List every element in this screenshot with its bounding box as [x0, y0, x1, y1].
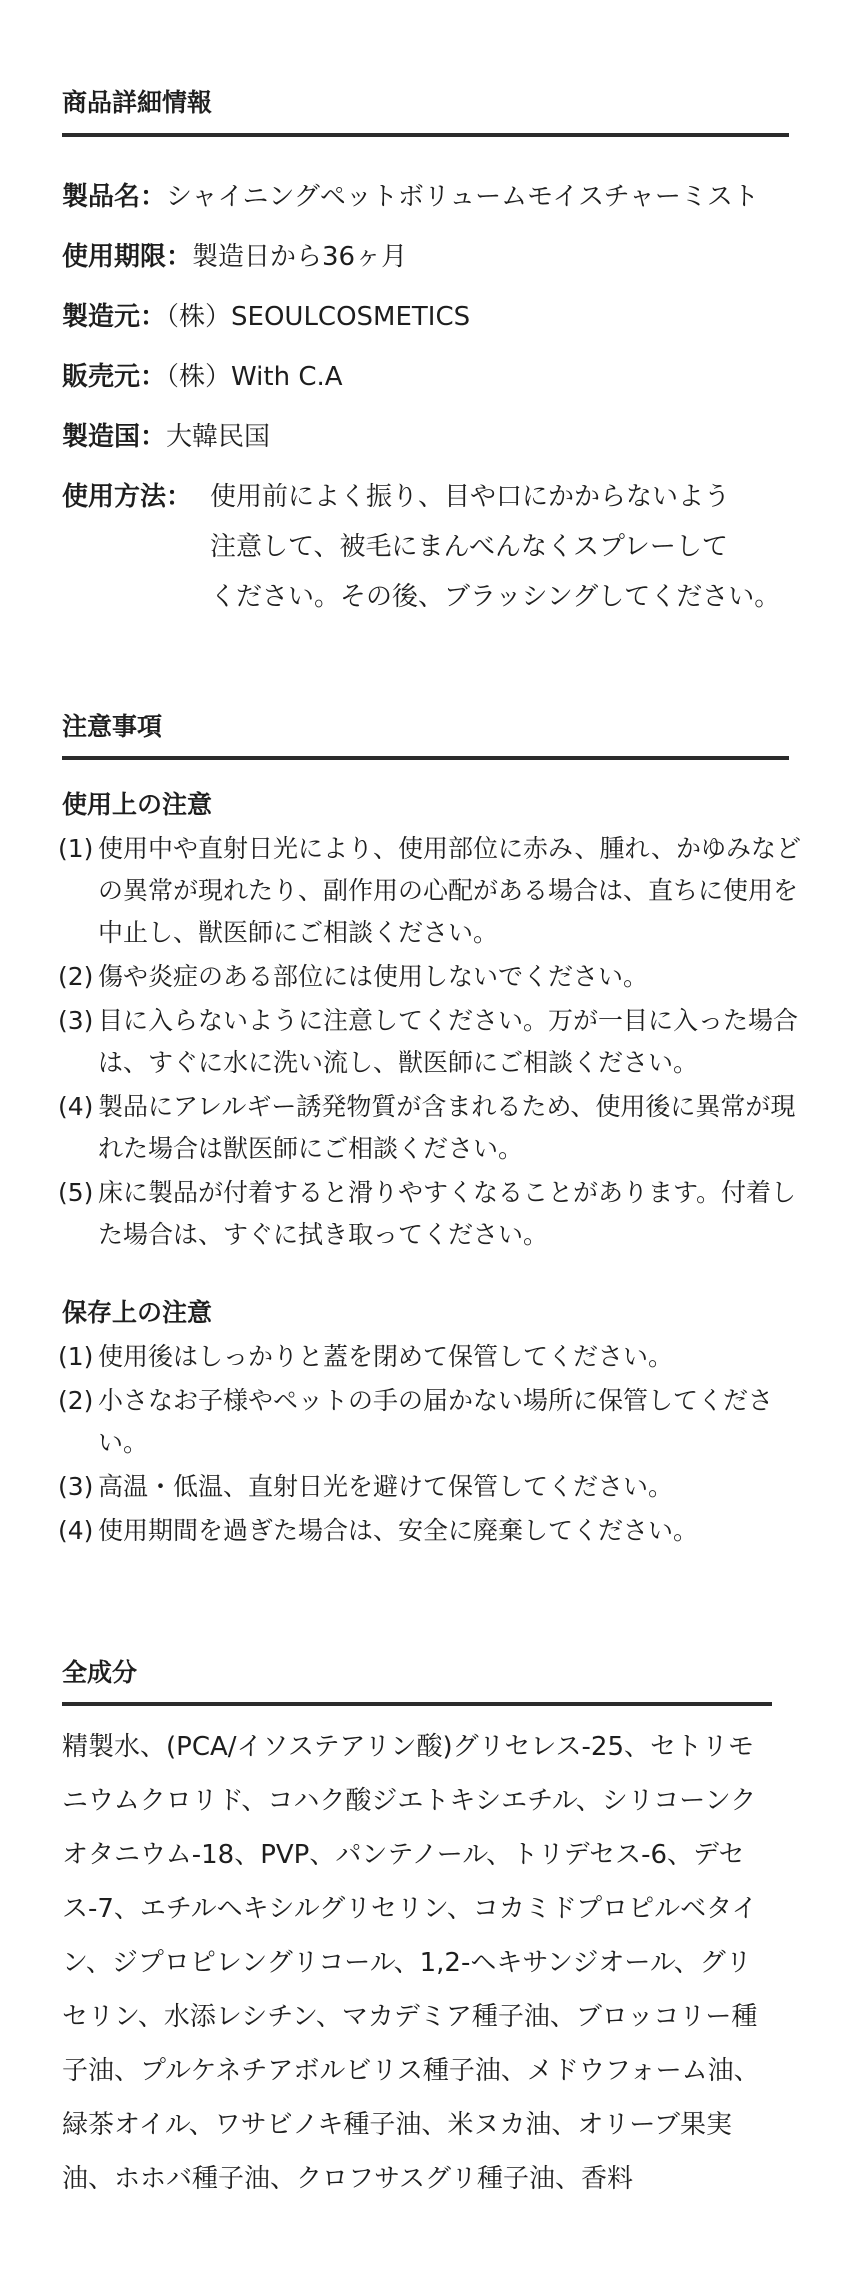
detail-value: 製造日から36ヶ月: [192, 242, 408, 272]
detail-value: シャイニングペットボリュームモイスチャーミスト: [166, 182, 759, 212]
detail-row-country: [62, 412, 270, 462]
detail-label: 製品名：: [62, 182, 167, 212]
item-text: 小さなお子様やペットの手の届かない場所に保管してください。: [98, 1386, 774, 1457]
detail-row-product-name: [62, 172, 759, 222]
details-title: 商品詳細情報: [62, 88, 213, 117]
detail-row-expiry: [62, 232, 407, 282]
item-number: (1): [58, 1342, 94, 1371]
item-text: 傷や炎症のある部位には使用しないでください。: [98, 962, 649, 991]
list-item: [58, 956, 818, 998]
list-item: [58, 1466, 818, 1508]
detail-row-usage: [62, 472, 780, 622]
item-text: 床に製品が付着すると滑りやすくなることがあります。付着した場合は、すぐに拭き取ってください。: [98, 1178, 797, 1249]
item-text: 使用中や直射日光により、使用部位に赤み、腫れ、かゆみなどの異常が現れたり、副作用の心配がある場合は、直ちに使用を中止し、獣医師にご相談ください。: [98, 834, 802, 947]
detail-value: （株）SEOULCOSMETICS: [166, 302, 471, 332]
list-item: [58, 1510, 818, 1552]
item-number: (4): [58, 1516, 94, 1545]
ingredients-title: 全成分: [62, 1658, 138, 1687]
usage-line: 注意して、被毛にまんべんなくスプレーして: [210, 532, 728, 562]
cautions-title: 注意事項: [62, 712, 163, 741]
detail-value: （株）With C.A: [166, 362, 343, 392]
item-number: (4): [58, 1092, 94, 1121]
usage-caution-list: [58, 828, 818, 1258]
item-text: 目に入らないように注意してください。万が一目に入った場合は、すぐに水に洗い流し、獣医師にご相談ください。: [98, 1006, 799, 1077]
cautions-divider: [62, 756, 789, 760]
ingredients-divider: [62, 1702, 772, 1706]
usage-instructions: [210, 472, 780, 622]
list-item: [58, 1000, 818, 1084]
detail-label: 販売元：: [62, 362, 167, 392]
item-number: (3): [58, 1006, 94, 1035]
detail-label: 製造元：: [62, 302, 167, 332]
item-number: (1): [58, 834, 94, 863]
list-item: [58, 1172, 818, 1256]
detail-row-seller: [62, 352, 343, 402]
item-text: 高温・低温、直射日光を避けて保管してください。: [98, 1472, 674, 1501]
storage-caution-list: [58, 1336, 818, 1554]
usage-line: 使用前によく振り、目や口にかからないよう: [210, 482, 731, 512]
detail-row-manufacturer: [62, 292, 470, 342]
details-divider: [62, 133, 789, 137]
detail-label: 製造国：: [62, 422, 167, 452]
storage-caution-title: 保存上の注意: [62, 1298, 213, 1327]
list-item: [58, 1380, 818, 1464]
list-item: [58, 1336, 818, 1378]
detail-value: 大韓民国: [166, 422, 271, 452]
list-item: [58, 1086, 818, 1170]
usage-caution-title: 使用上の注意: [62, 790, 213, 819]
item-number: (3): [58, 1472, 94, 1501]
item-text: 製品にアレルギー誘発物質が含まれるため、使用後に異常が現れた場合は獣医師にご相談ください。: [98, 1092, 796, 1163]
item-number: (2): [58, 962, 94, 991]
item-text: 使用期間を過ぎた場合は、安全に廃棄してください。: [98, 1516, 699, 1545]
list-item: [58, 828, 818, 954]
item-number: (2): [58, 1386, 94, 1415]
item-number: (5): [58, 1178, 94, 1207]
detail-label: 使用方法：: [62, 482, 193, 512]
ingredients-list: 精製水、(PCA/イソステアリン酸)グリセレス-25、セトリモニウムクロリド、コハク酸ジエトキシエチル、シリコーンクオタニウム-18、PVP、パンテノール、トリデセス-6、デセス-7、エチルヘキシルグリセリン、コカミドプロピルベタイン、ジプロピレングリコール、1,2-ヘキサンジオール、グリセリン、水添レシチン、マカデミア種子油、ブロッコリー種子油、プルケネチアボルビリス種子油、メドウフォーム油、緑茶オイル、ワサビノキ種子油、米ヌカ油、オリーブ果実油、ホホバ種子油、クロフサスグリ種子油、香料: [62, 1732, 760, 2194]
detail-label: 使用期限：: [62, 242, 193, 272]
usage-line: ください。その後、ブラッシングしてください。: [210, 582, 781, 612]
item-text: 使用後はしっかりと蓋を閉めて保管してください。: [98, 1342, 674, 1371]
